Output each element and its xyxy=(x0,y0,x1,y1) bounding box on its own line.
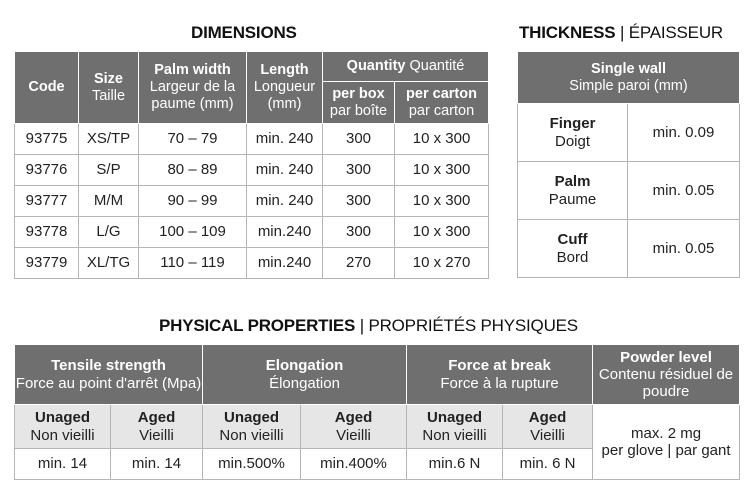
cell-finger-label: Finger Doigt xyxy=(518,104,628,162)
cell-cuff-label: Cuff Bord xyxy=(518,220,628,278)
cell-force-aged: min. 6 N xyxy=(503,449,593,480)
cell-carton: 10 x 300 xyxy=(395,124,489,155)
cell-elong-unaged: min.500% xyxy=(203,449,301,480)
col-per-box: per box par boîte xyxy=(323,82,395,124)
cell-length: min. 240 xyxy=(247,124,323,155)
cell-force-unaged: min.6 N xyxy=(407,449,503,480)
cell-length: min.240 xyxy=(247,248,323,279)
sub-aged: Aged Vieilli xyxy=(301,405,407,449)
col-length: Length Longueur (mm) xyxy=(247,52,323,124)
cell-length: min. 240 xyxy=(247,155,323,186)
cell-carton: 10 x 300 xyxy=(395,217,489,248)
cell-tensile-unaged: min. 14 xyxy=(15,449,111,480)
table-row xyxy=(15,217,489,248)
cell-size: XS/TP xyxy=(79,124,139,155)
cell-powder-value: max. 2 mg per glove | par gant xyxy=(593,405,740,480)
cell-code: 93777 xyxy=(15,186,79,217)
sub-unaged: Unaged Non vieilli xyxy=(203,405,301,449)
cell-code: 93778 xyxy=(15,217,79,248)
col-powder: Powder level Contenu résiduel de poudre xyxy=(593,345,740,405)
cell-carton: 10 x 300 xyxy=(395,186,489,217)
cell-length: min.240 xyxy=(247,217,323,248)
table-row xyxy=(15,248,489,279)
table-row xyxy=(518,104,740,162)
cell-palm: 100 – 109 xyxy=(139,217,247,248)
cell-cuff-value: min. 0.05 xyxy=(628,220,740,278)
cell-size: XL/TG xyxy=(79,248,139,279)
cell-size: S/P xyxy=(79,155,139,186)
cell-tensile-aged: min. 14 xyxy=(111,449,203,480)
cell-box: 300 xyxy=(323,186,395,217)
physical-table xyxy=(14,344,740,480)
cell-box: 300 xyxy=(323,217,395,248)
table-row xyxy=(15,186,489,217)
table-row xyxy=(518,220,740,278)
dimensions-table xyxy=(14,51,489,279)
col-quantity: Quantity Quantité xyxy=(323,52,489,82)
physical-title: PHYSICAL PROPERTIES | PROPRIÉTÉS PHYSIQUES xyxy=(159,316,578,335)
cell-size: L/G xyxy=(79,217,139,248)
cell-box: 300 xyxy=(323,155,395,186)
sub-unaged: Unaged Non vieilli xyxy=(407,405,503,449)
cell-box: 300 xyxy=(323,124,395,155)
dimensions-title: DIMENSIONS xyxy=(191,23,297,42)
col-per-carton: per carton par carton xyxy=(395,82,489,124)
cell-palm: 110 – 119 xyxy=(139,248,247,279)
cell-elong-aged: min.400% xyxy=(301,449,407,480)
col-tensile: Tensile strength Force au point d'arrêt (Mpa) xyxy=(15,345,203,405)
cell-length: min. 240 xyxy=(247,186,323,217)
cell-code: 93775 xyxy=(15,124,79,155)
sub-aged: Aged Vieilli xyxy=(111,405,203,449)
thickness-title: THICKNESS | ÉPAISSEUR xyxy=(519,23,723,42)
thickness-table xyxy=(517,51,740,278)
cell-palm: 80 – 89 xyxy=(139,155,247,186)
cell-finger-value: min. 0.09 xyxy=(628,104,740,162)
col-elongation: Elongation Élongation xyxy=(203,345,407,405)
sub-unaged: Unaged Non vieilli xyxy=(15,405,111,449)
cell-palm: 90 – 99 xyxy=(139,186,247,217)
sub-aged: Aged Vieilli xyxy=(503,405,593,449)
table-row xyxy=(15,155,489,186)
col-palm-width: Palm width Largeur de la paume (mm) xyxy=(139,52,247,124)
cell-carton: 10 x 300 xyxy=(395,155,489,186)
cell-palm-value: min. 0.05 xyxy=(628,162,740,220)
cell-size: M/M xyxy=(79,186,139,217)
cell-code: 93779 xyxy=(15,248,79,279)
table-row xyxy=(518,162,740,220)
cell-code: 93776 xyxy=(15,155,79,186)
col-size: Size Taille xyxy=(79,52,139,124)
col-force: Force at break Force à la rupture xyxy=(407,345,593,405)
table-row xyxy=(15,124,489,155)
cell-palm: 70 – 79 xyxy=(139,124,247,155)
cell-carton: 10 x 270 xyxy=(395,248,489,279)
cell-palm-label: Palm Paume xyxy=(518,162,628,220)
col-single-wall: Single wall Simple paroi (mm) xyxy=(518,52,740,104)
col-code: Code xyxy=(15,52,79,124)
cell-box: 270 xyxy=(323,248,395,279)
